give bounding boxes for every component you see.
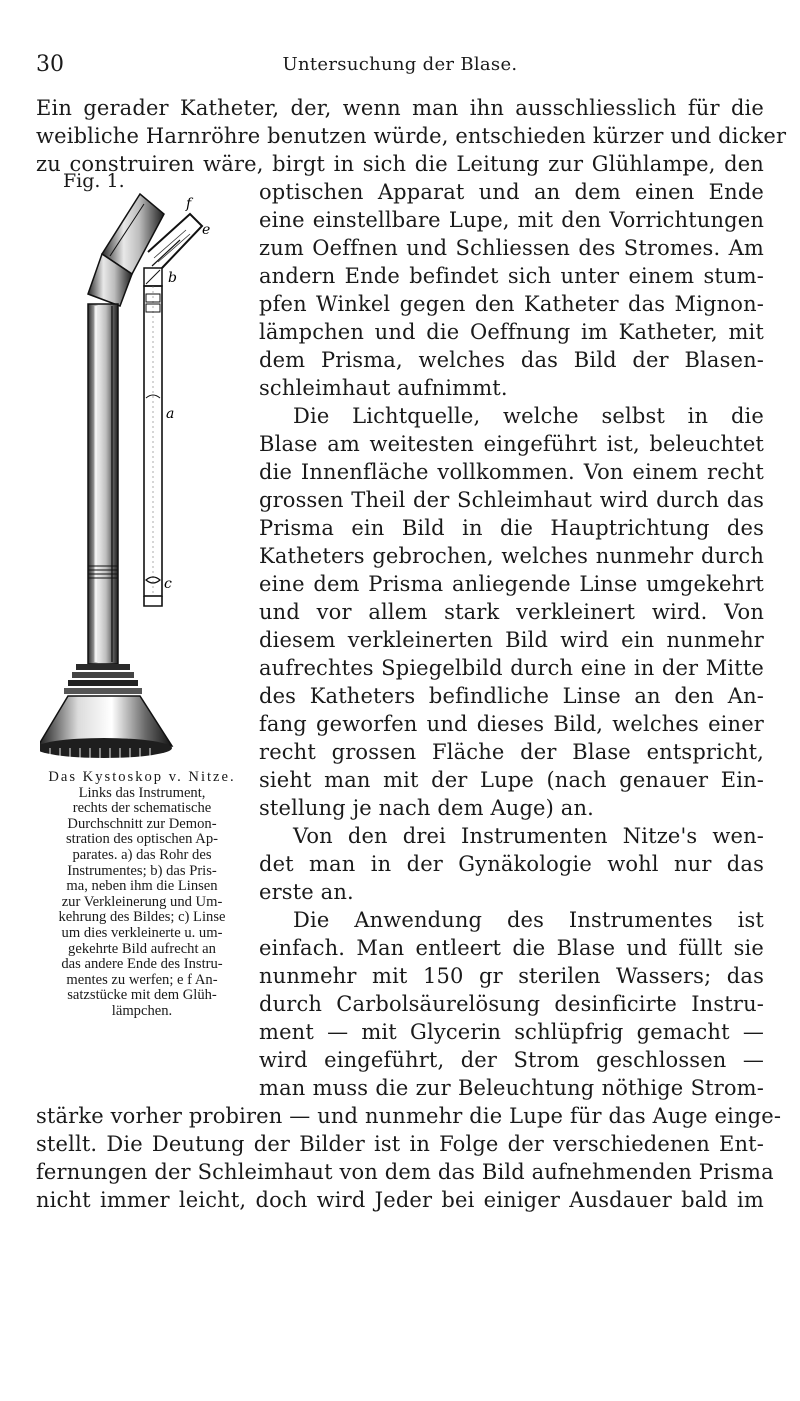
body-line: Prisma ein Bild in die Hauptrichtung des [259,516,764,540]
body-line: wird eingeführt, der Strom geschlossen — [259,1048,764,1072]
label-letter-e: e [202,222,211,238]
body-line: fernungen der Schleimhaut von dem das Bild aufnehmenden Prisma [36,1160,774,1184]
caption-line: rechts der schematische [72,800,212,817]
body-line: andern Ende befindet sich unter einem stum- [259,264,764,288]
instrument-tip [88,194,164,306]
caption-line: Instrumentes; b) das Pris- [67,862,217,879]
body-line: Katheters gebrochen, welches nunmehr durch [259,544,764,568]
caption-line: mentes zu werfen; e f An- [66,971,218,988]
cystoscope-illustration [40,186,250,766]
body-line: optischen Apparat und an dem einen Ende [259,180,764,204]
body-line: Ein gerader Katheter, der, wenn man ihn ausschliesslich für die [36,96,764,120]
body-line: schleimhaut aufnimmt. [259,376,508,400]
body-line: und vor allem stark verkleinert wird. Von [259,600,764,624]
instrument-shaft [88,304,118,664]
body-line: des Katheters befindliche Linse an den An- [259,684,764,708]
body-line: Die Anwendung des Instrumentes ist [293,908,764,932]
figure-label: Fig. 1. [63,170,125,192]
collar-rings [64,664,142,694]
body-line: ment — mit Glycerin schlüpfrig gemacht — [259,1020,764,1044]
caption-line: stration des optischen Ap- [66,831,218,848]
body-line: fang geworfen und dieses Bild, welches einer [259,712,764,736]
caption-line: ma, neben ihm die Linsen [66,878,218,895]
body-line: stellung je nach dem Auge) an. [259,796,594,820]
body-line: diesem verkleinerten Bild wird ein nunmehr [259,628,764,652]
body-line: einfach. Man entleert die Blase und füllt sie [259,936,764,960]
body-line: eine einstellbare Lupe, mit den Vorrichtungen [259,208,764,232]
caption-line: kehrung des Bildes; c) Linse [58,909,226,926]
body-line: durch Carbolsäurelösung desinficirte Instru- [259,992,764,1016]
body-line: det man in der Gynäkologie wohl nur das [259,852,764,876]
label-letter-a: a [166,406,175,422]
body-line: nunmehr mit 150 gr sterilen Wassers; das [259,964,764,988]
running-title: Untersuchung der Blase. [282,54,518,75]
caption-line: Links das Instrument, [78,784,206,801]
caption-line: um dies verkleinerte u. um- [61,924,223,941]
caption-line: satzstücke mit dem Glüh- [67,987,217,1004]
caption-line: Das Kystoskop v. Nitze. [48,769,236,785]
body-line: aufrechtes Spiegelbild durch eine in der Mitte [259,656,764,680]
caption-line: das andere Ende des Instru- [61,956,223,973]
label-letter-c: c [164,576,172,592]
body-line: erste an. [259,880,354,904]
body-line: stärke vorher probiren — und nunmehr die Lupe für das Auge einge- [36,1104,782,1128]
body-line: eine dem Prisma anliegende Linse umgekehrt [259,572,764,596]
caption-line: lämpchen. [111,1002,173,1019]
body-line: lämpchen und die Oeffnung im Katheter, mit [259,320,764,344]
caption-line: gekehrte Bild aufrecht an [68,940,216,957]
body-line: Blase am weitesten eingeführt ist, beleuchtet [259,432,764,456]
body-line: sieht man mit der Lupe (nach genauer Ein- [259,768,764,792]
body-line: weibliche Harnröhre benutzen würde, entschieden kürzer und dicker [36,124,787,148]
body-line: grossen Theil der Schleimhaut wird durch das [259,488,764,512]
label-letter-f: f [186,196,192,212]
body-line: nicht immer leicht, doch wird Jeder bei einiger Ausdauer bald im [36,1188,764,1212]
caption-line: zur Verkleinerung und Um- [61,893,223,910]
body-line: Von den drei Instrumenten Nitze's wen- [293,824,764,848]
page-number: 30 [36,52,64,77]
body-line: Die Lichtquelle, welche selbst in die [293,404,764,428]
body-line: stellt. Die Deutung der Bilder ist in Folge der verschiedenen Ent- [36,1132,764,1156]
label-letter-b: b [168,270,177,286]
body-line: pfen Winkel gegen den Katheter das Mignon- [259,292,764,316]
body-line: zum Oeffnen und Schliessen des Stromes. Am [259,236,764,260]
body-line: recht grossen Fläche der Blase entspricht, [259,740,764,764]
body-line: man muss die zur Beleuchtung nöthige Strom- [259,1076,764,1100]
body-line: dem Prisma, welches das Bild der Blasen- [259,348,764,372]
body-line: zu construiren wäre, birgt in sich die Leitung zur Glühlampe, den [36,152,764,176]
figure-caption [36,770,248,1020]
caption-line: parates. a) das Rohr des [72,846,212,863]
caption-line: Durchschnitt zur Demon- [67,815,217,832]
page-header [0,52,800,82]
body-line: die Innenfläche vollkommen. Von einem recht [259,460,764,484]
